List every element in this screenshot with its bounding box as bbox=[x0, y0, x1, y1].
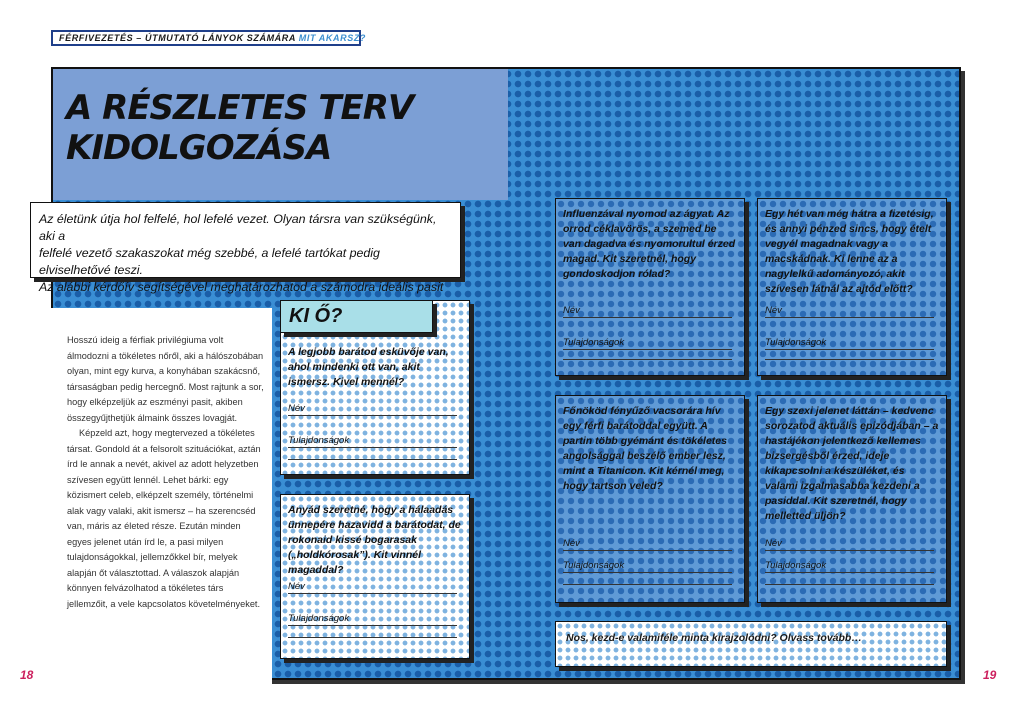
section-header bbox=[51, 30, 367, 46]
page-title bbox=[66, 88, 413, 168]
answer-line[interactable] bbox=[288, 637, 457, 638]
name-field[interactable] bbox=[765, 305, 934, 318]
page-number-left: 18 bbox=[20, 668, 34, 682]
traits-field[interactable] bbox=[288, 435, 457, 448]
name-field[interactable] bbox=[288, 403, 457, 416]
name-field[interactable] bbox=[288, 581, 457, 594]
intro-line-3: Az alábbi kérdőív segítségével meghatározhatod a számodra ideális pasit bbox=[39, 280, 444, 294]
title-line-2: KIDOLGOZÁSA bbox=[66, 128, 332, 168]
intro-line-2: felfelé vezető szakaszokat még szebbé, a lefelé tartókat pedig elviselhetővé teszi. bbox=[39, 246, 380, 277]
footer-prompt bbox=[555, 621, 947, 667]
answer-line[interactable] bbox=[765, 359, 934, 360]
name-label: Név bbox=[288, 581, 305, 592]
traits-field[interactable] bbox=[563, 560, 732, 573]
answer-line[interactable] bbox=[563, 584, 732, 585]
question-text: Egy hét van még hátra a fizetésig, és annyi pénzed sincs, hogy ételt vegyél magadnak vagy a macskádnak. Ki lenne az a nagylelkű adományozó, akit szívesen látnál az ajtód előtt? bbox=[765, 208, 934, 295]
intro-box bbox=[30, 202, 461, 294]
traits-label: Tulajdonságok bbox=[765, 560, 827, 571]
name-field[interactable] bbox=[563, 538, 732, 551]
question-text: Influenzával nyomod az ágyat. Az orrod céklavörös, a szemed be van dagadva és nyomorultul érzed magad. Kit szeretnél, hogy gondoskodjon rólad? bbox=[563, 208, 736, 280]
traits-field[interactable] bbox=[765, 337, 934, 350]
intro-line-1: Az életünk útja hol felfelé, hol lefelé vezet. Olyan társra van szükségünk, aki a bbox=[39, 212, 437, 243]
name-field[interactable] bbox=[765, 538, 934, 551]
question-box-payday bbox=[757, 198, 947, 376]
body-paragraph-2: Képzeld azt, hogy megtervezed a tökéletes társat. Gondold át a felsorolt szituációkat, aztán írd le annak a nevét, akivel az adott helyzetben szívesen együtt lennél. Lehet bárki: egy közismert celeb, elképzelt személy, történelmi alak vagy valaki, akit ismersz – ha szerencséd van, máris az életed része. Ezután minden egyes jelenet után írd le, a pasi milyen tulajdonságokkal, jellemzőkkel bír, melyek alapján őt választottad. A válaszok alapján könnyen felvázolhatod a tökéletes társ jellemzőit, a vele kapcsolatos követelményeket. bbox=[67, 428, 261, 609]
question-text: Egy szexi jelenet láttán – kedvenc sorozatod aktuális epizódjában – a hastájékon jelentkező kellemes bizsergésből érzed, ideje kikapcsolni a készüléket, és valami izgalmasabba kezdeni a pasiddal. Kit szeretnél, hogy melletted üljön? bbox=[765, 405, 939, 522]
answer-line[interactable] bbox=[288, 459, 457, 460]
traits-field[interactable] bbox=[563, 337, 732, 350]
page-number-right: 19 bbox=[983, 668, 997, 682]
ki-label: KI Ő? bbox=[280, 300, 433, 333]
traits-field[interactable] bbox=[288, 613, 457, 626]
name-label: Név bbox=[563, 305, 580, 316]
traits-label: Tulajdonságok bbox=[563, 560, 625, 571]
body-text bbox=[67, 333, 265, 612]
traits-label: Tulajdonságok bbox=[288, 613, 350, 624]
header-highlight: MIT AKARSZ? bbox=[298, 33, 367, 43]
answer-line[interactable] bbox=[563, 359, 732, 360]
traits-label: Tulajdonságok bbox=[288, 435, 350, 446]
question-text: Anyád szeretné, hogy a hálaadás ünnepére hazavidd a barátodat, de rokonaid kissé bogarasak („holdkórosak”). Kit vinnél magaddal? bbox=[288, 504, 461, 576]
question-box-dinner bbox=[555, 395, 745, 603]
traits-label: Tulajdonságok bbox=[765, 337, 827, 348]
question-text: A legjobb barátod esküvője van, ahol mindenki ott van, akit ismersz. Kivel mennél? bbox=[288, 346, 449, 388]
footer-prompt-text: Nos, kezd-e valamiféle minta kirajzolódni? Olvass tovább… bbox=[566, 632, 862, 644]
answer-line[interactable] bbox=[765, 584, 934, 585]
question-box-thanksgiving bbox=[280, 494, 470, 659]
name-label: Név bbox=[765, 538, 782, 549]
body-paragraph-1: Hosszú ideig a férfiak privilégiuma volt álmodozni a tökéletes nőről, aki a hálószobában olyan, mint egy kurva, a konyhában szakácsnő, társaságban pedig hercegnő. Most rajtunk a sor, hogy elképzeljük az eszményi pasit, akiben összegyűjthetjük álmaink összes lovagját. bbox=[67, 335, 264, 423]
question-box-flu bbox=[555, 198, 745, 376]
name-label: Név bbox=[288, 403, 305, 414]
question-text: Főnököd fényűző vacsorára hív egy férfi barátoddal együtt. A partin több gyémánt és tökéletes angolsággal beszélő ember lesz, mint a Titanicon. Kit kérnél meg, hogy tartson veled? bbox=[563, 405, 727, 492]
title-line-1: A RÉSZLETES TERV bbox=[66, 88, 414, 128]
name-field[interactable] bbox=[563, 305, 732, 318]
question-box-tv-scene bbox=[757, 395, 947, 603]
traits-field[interactable] bbox=[765, 560, 934, 573]
name-label: Név bbox=[563, 538, 580, 549]
name-label: Név bbox=[765, 305, 782, 316]
traits-label: Tulajdonságok bbox=[563, 337, 625, 348]
header-lead: FÉRFIVEZETÉS – ÚTMUTATÓ LÁNYOK SZÁMÁRA bbox=[59, 33, 296, 43]
